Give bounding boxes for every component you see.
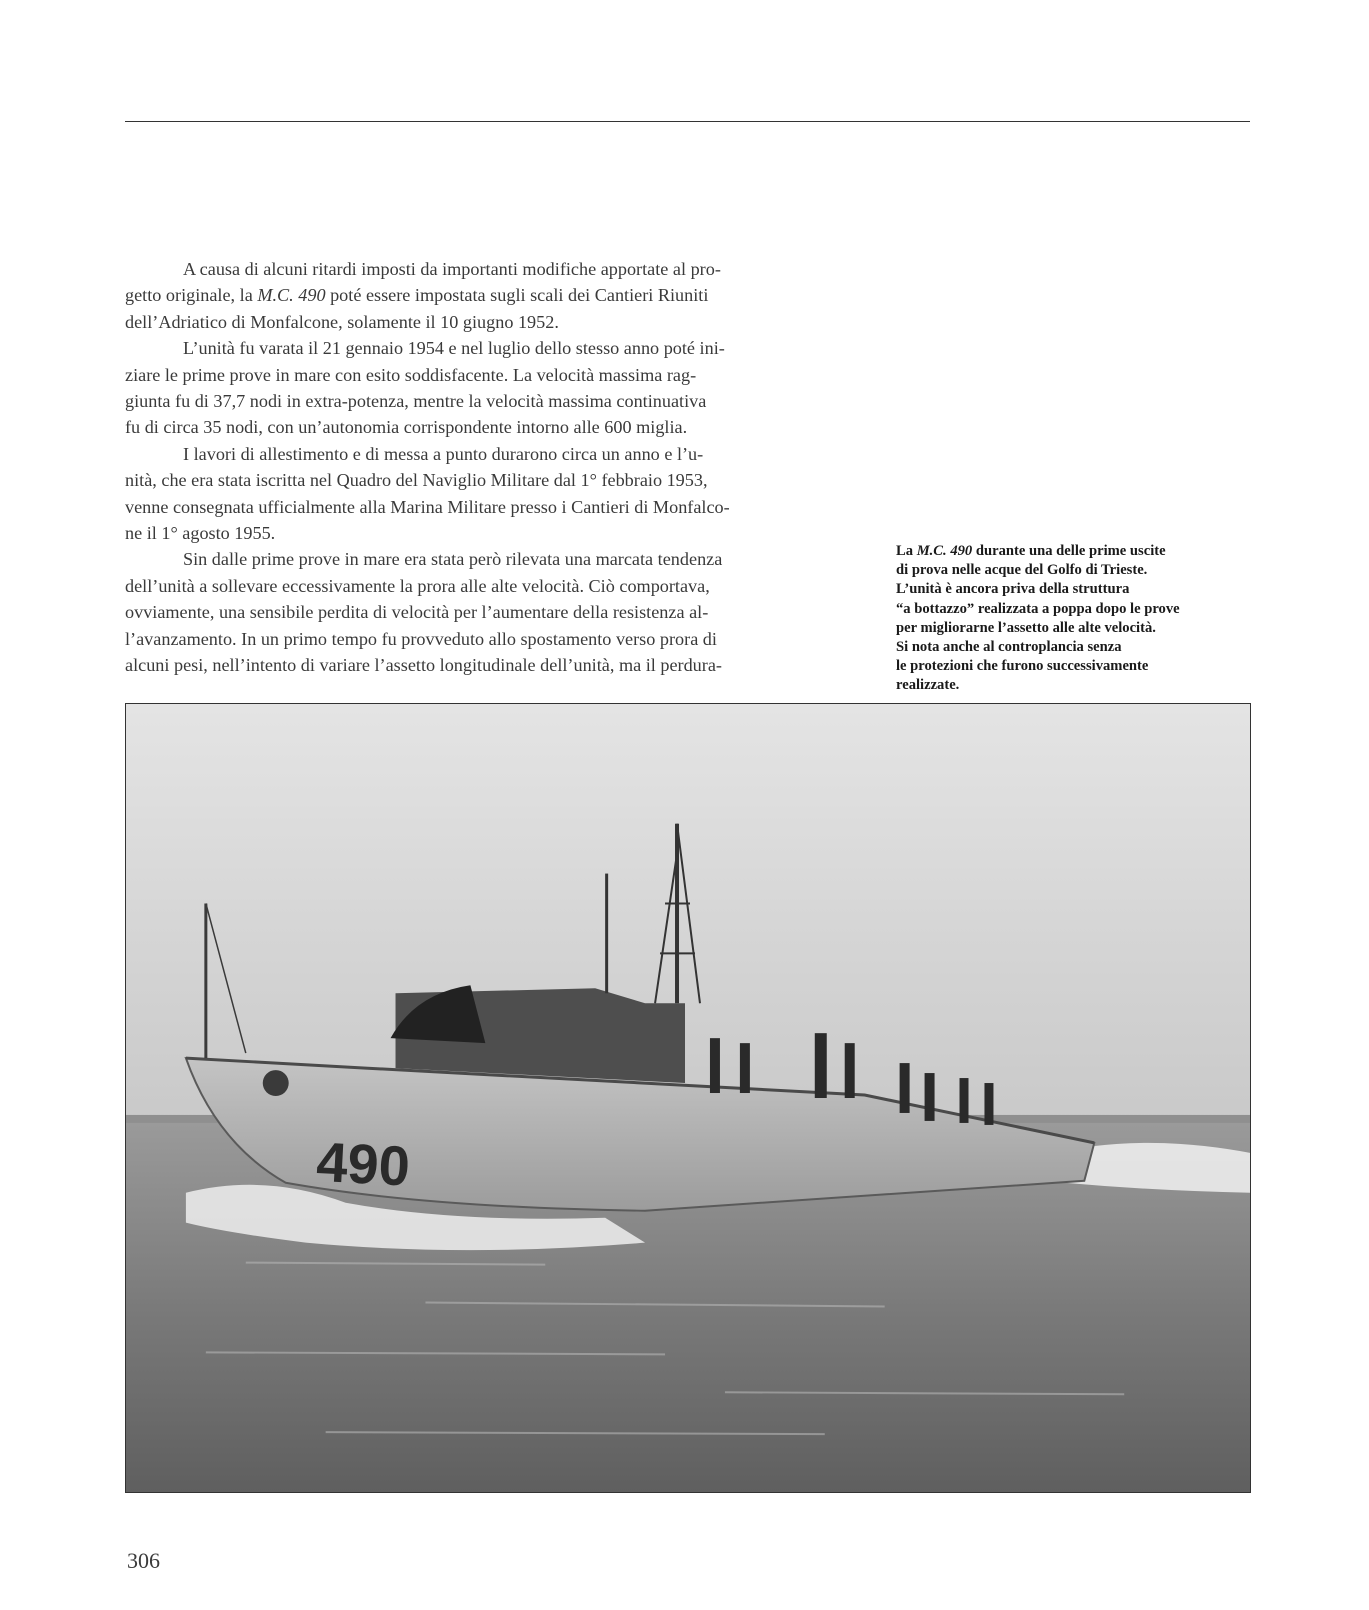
caption-line bbox=[896, 638, 1256, 657]
caption-line bbox=[896, 542, 1256, 561]
text-run: alcuni pesi, nell’intento di variare l’assetto longitudinale dell’unità, ma il perdura- bbox=[125, 655, 722, 676]
mast bbox=[675, 824, 679, 1004]
text-run: “a bottazzo” realizzata a poppa dopo le prove bbox=[896, 600, 1180, 617]
ship-photo bbox=[125, 703, 1251, 1493]
body-paragraph bbox=[125, 441, 867, 547]
text-run: I lavori di allestimento e di messa a punto durarono circa un anno e l’u- bbox=[183, 443, 704, 464]
text-run: fu di circa 35 nodi, con un’autonomia corrispondente intorno alle 600 miglia. bbox=[125, 417, 688, 438]
text-run: venne consegnata ufficialmente alla Marina Militare presso i Cantieri di Monfalco- bbox=[125, 496, 730, 517]
caption-line bbox=[896, 561, 1256, 580]
text-run: A causa di alcuni ritardi imposti da importanti modifiche apportate al pro- bbox=[183, 259, 721, 279]
body-paragraph bbox=[125, 256, 867, 335]
text-run: dell’unità a sollevare eccessivamente la prora alle alte velocità. Ciò comportava, bbox=[125, 575, 710, 596]
caption-line bbox=[896, 657, 1256, 676]
caption-line bbox=[896, 600, 1256, 619]
article-body bbox=[125, 256, 867, 679]
text-run: Si nota anche al controplancia senza bbox=[896, 639, 1122, 656]
caption-line bbox=[896, 619, 1256, 638]
text-run: La bbox=[896, 543, 917, 559]
header-rule bbox=[125, 121, 1250, 122]
hawse bbox=[263, 1070, 289, 1096]
italic-text: M.C. 490 bbox=[916, 543, 973, 559]
text-run: nità, che era stata iscritta nel Quadro del Naviglio Militare dal 1° febbraio 1953, bbox=[125, 470, 708, 491]
radar-mast bbox=[605, 874, 608, 994]
text-run: giunta fu di 37,7 nodi in extra-potenza, mentre la velocità massima continuativa bbox=[125, 391, 707, 412]
text-run: L’unità fu varata il 21 gennaio 1954 e nel luglio dello stesso anno poté ini- bbox=[183, 338, 725, 359]
ship-illustration bbox=[126, 704, 1250, 1492]
hull-number: 490 bbox=[315, 1129, 412, 1198]
photo-caption bbox=[896, 542, 1256, 696]
text-run: ovviamente, una sensibile perdita di velocità per l’aumentare della resistenza al- bbox=[125, 602, 709, 623]
italic-text: M.C. 490 bbox=[257, 285, 326, 306]
body-paragraph bbox=[125, 546, 867, 678]
text-run: durante una delle prime uscite bbox=[972, 543, 1166, 559]
text-run: per migliorarne l’assetto alle alte velocità. bbox=[896, 619, 1156, 636]
text-run: getto originale, la bbox=[125, 285, 258, 306]
text-run: di prova nelle acque del Golfo di Trieste. bbox=[896, 562, 1148, 579]
text-run: Sin dalle prime prove in mare era stata però rilevata una marcata tendenza bbox=[183, 549, 723, 570]
text-run: ne il 1° agosto 1955. bbox=[125, 523, 276, 544]
text-run: poté essere impostata sugli scali dei Cantieri Riuniti bbox=[325, 285, 709, 306]
text-run: ziare le prime prove in mare con esito soddisfacente. La velocità massima rag- bbox=[125, 364, 697, 385]
text-run: realizzate. bbox=[896, 677, 960, 694]
text-run: le protezioni che furono successivamente bbox=[896, 658, 1149, 675]
body-paragraph bbox=[125, 335, 867, 441]
page-number: 306 bbox=[127, 1548, 160, 1573]
text-run: L’unità è ancora priva della struttura bbox=[896, 581, 1130, 598]
caption-line bbox=[896, 676, 1256, 695]
text-run: l’avanzamento. In un primo tempo fu provveduto allo spostamento verso prora di bbox=[125, 628, 717, 649]
caption-line bbox=[896, 580, 1256, 599]
text-run: dell’Adriatico di Monfalcone, solamente il 10 giugno 1952. bbox=[125, 311, 559, 332]
